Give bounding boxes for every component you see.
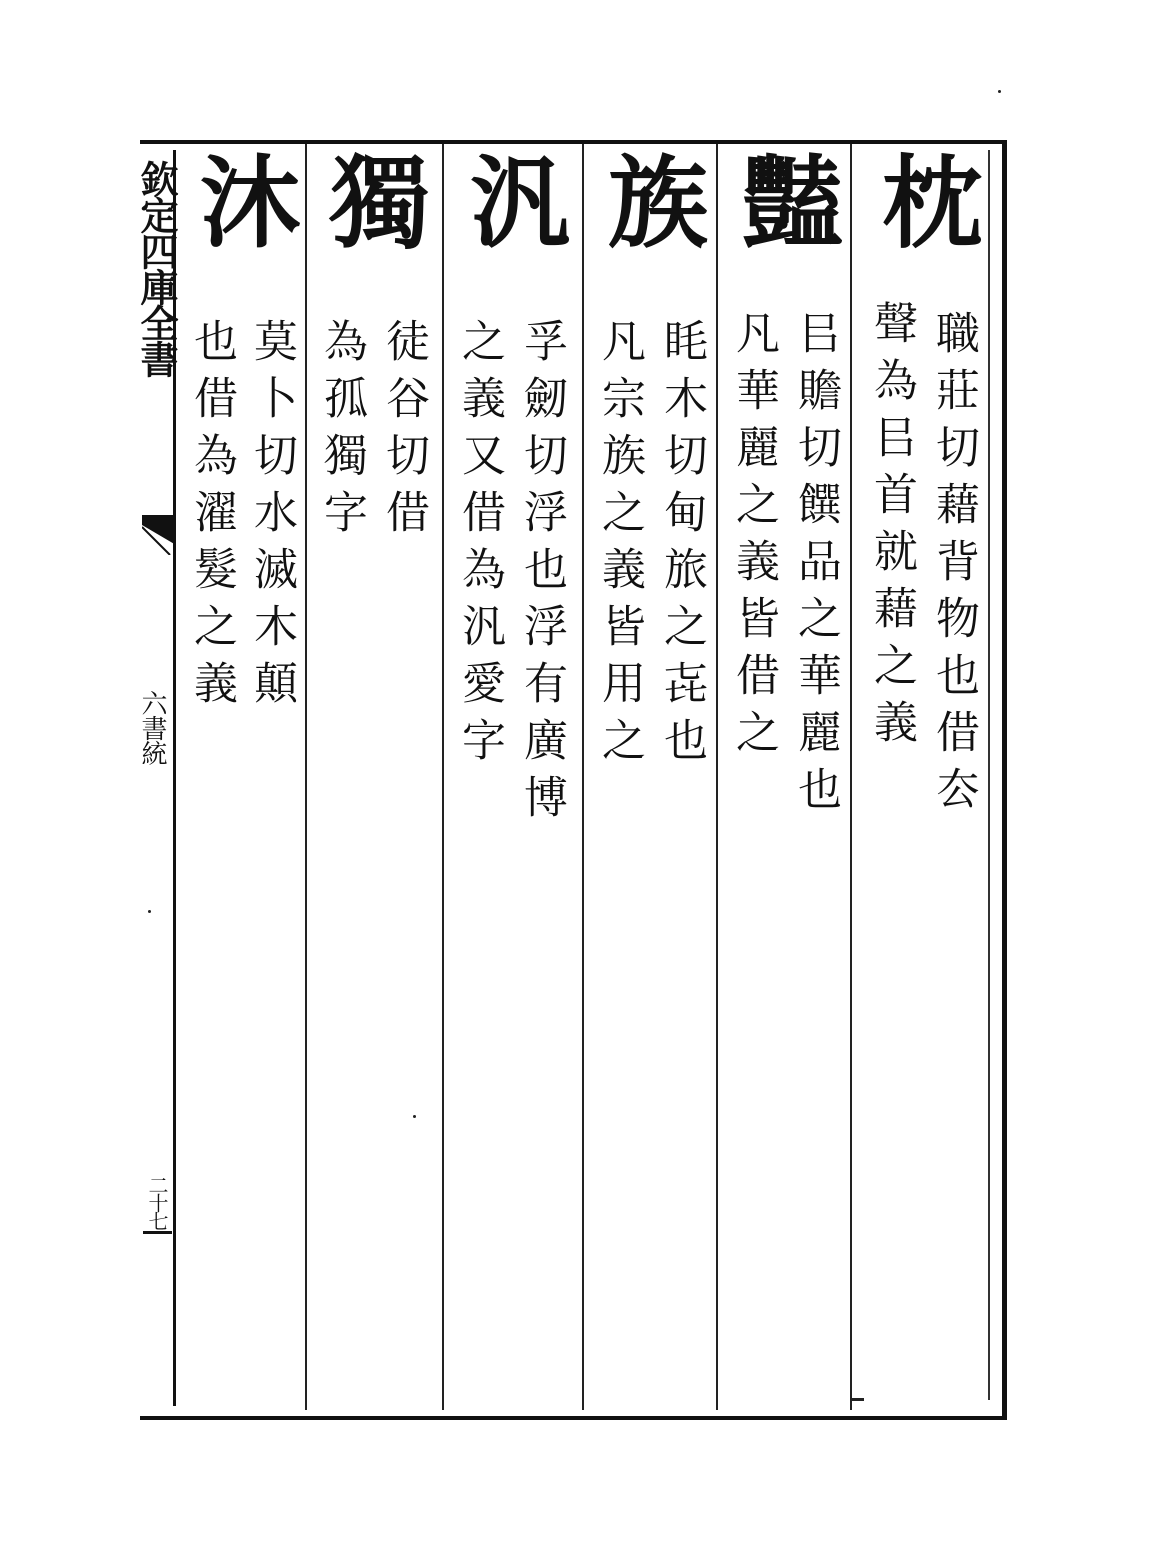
margin-book-title: 欽定四庫全書 xyxy=(134,160,179,376)
gloss-line-right: 孚劒切浮也浮有廣博 xyxy=(516,318,567,831)
scan-speck xyxy=(413,1115,416,1118)
gloss-line-left: 凡華麗之義皆借之 xyxy=(728,310,779,766)
column-divider xyxy=(442,144,444,1410)
seal-character: 獨 xyxy=(313,150,431,252)
gloss-line-right: 莫卜切水滅木顛 xyxy=(246,318,297,717)
gloss-line-left: 也借為濯髮之義 xyxy=(186,318,237,717)
margin-page-number: 二十七 xyxy=(143,1175,172,1234)
gloss-line-left: 之義又借為汎愛字 xyxy=(454,318,505,774)
seal-character: 枕 xyxy=(865,150,983,252)
gloss-line-right: 㠯贍切饌品之華麗也 xyxy=(790,310,841,823)
margin-section-title: 六書統 xyxy=(137,690,167,765)
gloss-line-left: 為孤獨字 xyxy=(316,318,367,546)
gloss-line-left: 聲為㠯首就藉之義 xyxy=(866,300,917,756)
fish-tail-mark-icon xyxy=(142,515,176,555)
scan-speck xyxy=(852,1398,864,1401)
seal-character: 汎 xyxy=(453,150,571,252)
column-divider xyxy=(850,144,852,1410)
frame-inner-rule xyxy=(988,150,990,1400)
column-divider xyxy=(716,144,718,1410)
seal-character: 沐 xyxy=(183,150,301,252)
gloss-line-right: 職莊切藉背物也借厺 xyxy=(928,310,979,823)
gloss-line-left: 凡宗族之義皆用之 xyxy=(594,318,645,774)
column-divider xyxy=(305,144,307,1410)
scan-speck xyxy=(148,910,151,913)
seal-character: 豔 xyxy=(725,150,843,252)
gloss-line-right: 徒谷切借 xyxy=(378,318,429,546)
column-divider xyxy=(582,144,584,1410)
scan-speck xyxy=(998,90,1001,93)
gloss-line-right: 眊木切甸旅之㐂也 xyxy=(656,318,707,774)
seal-character: 族 xyxy=(591,150,709,252)
